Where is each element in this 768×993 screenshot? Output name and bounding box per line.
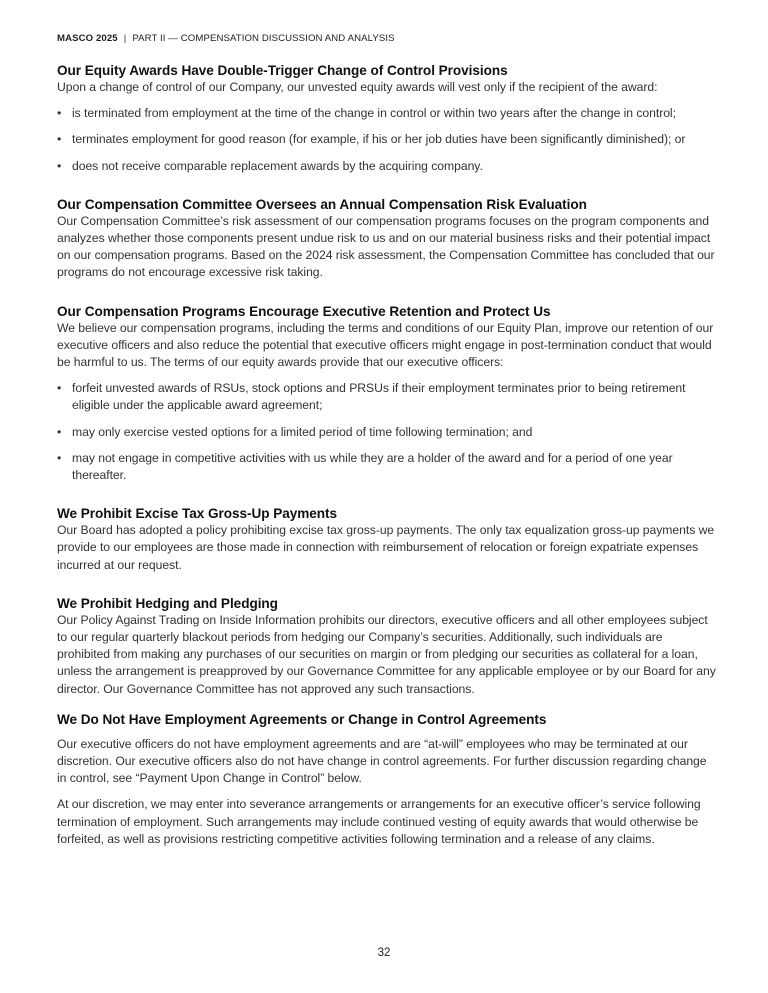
list-item: • may not engage in competitive activities with us while they are a holder of the award and for a period of one year thereafter. [57, 450, 673, 483]
section-body: Our Policy Against Trading on Inside Information prohibits our directors, executive officers and all other employees subject to our regular quarterly blackout periods from hedging our Company’s securities. Additionally, such individuals are prohibited from making any purchases of our securities on margin or from pledging our securities as collateral for a loan, unless the arrangement is preapproved by our Governance Committee for any applicable employee or by our Board for any director. Our Governance Committee has not approved any such transactions. [57, 612, 716, 696]
section-heading: Our Compensation Committee Oversees an Annual Compensation Risk Evaluation [57, 196, 587, 212]
section-heading: Our Compensation Programs Encourage Executive Retention and Protect Us [57, 303, 551, 319]
bullet-marker: • [57, 158, 62, 173]
list-item: • does not receive comparable replacement awards by the acquiring company. [57, 158, 717, 175]
running-header [57, 33, 717, 47]
section-body: Our Board has adopted a policy prohibiting excise tax gross-up payments. The only tax equalization gross-up payments we provide to our employees are those made in connection with reimbursement of relocation or foreign expatriate expenses incurred at our request. [57, 523, 715, 572]
bullet-list [57, 105, 717, 175]
section-retention [57, 303, 717, 485]
page-number: 32 [377, 947, 391, 959]
bullet-marker: • [57, 424, 62, 439]
list-item: • may only exercise vested options for a limited period of time following termination; and [57, 424, 717, 441]
section-excise-tax [57, 505, 717, 574]
document-page [57, 33, 717, 848]
bullet-marker: • [57, 132, 62, 147]
bullet-marker: • [57, 106, 62, 121]
section-double-trigger [57, 62, 717, 175]
section-body: Our Compensation Committee’s risk assessment of our compensation programs focuses on the program components and analyzes whether those components present undue risk to us and on our material business risks and their potential impact on our compensation programs. Based on the 2024 risk assessment, the Compensation Committee has concluded that our programs do not encourage excessive risk taking. [57, 213, 715, 280]
list-item: • is terminated from employment at the time of the change in control or within two years after the change in control; [57, 105, 717, 122]
section-heading: We Prohibit Excise Tax Gross-Up Payments [57, 506, 338, 522]
section-heading: We Prohibit Hedging and Pledging [57, 595, 278, 611]
section-intro: We believe our compensation programs, including the terms and conditions of our Equity Plan, improve our retention of our executive officers and also reduce the potential that executive officers might engage in post-termination conduct that would be harmful to us. The terms of our equity awards provide that our executive officers: [57, 320, 714, 370]
section-employment-agreements [57, 711, 717, 848]
bullet-list [57, 380, 717, 484]
section-body: Our executive officers do not have employment agreements and are “at-will” employees who may be terminated at our discretion. Our executive officers also do not have change in control agreements. For further discussion regarding change in control, see “Payment Upon Change in Control” below. [57, 736, 707, 786]
section-heading: We Do Not Have Employment Agreements or Change in Control Agreements [57, 711, 547, 727]
bullet-marker: • [57, 381, 62, 396]
section-heading: Our Equity Awards Have Double-Trigger Change of Control Provisions [57, 63, 508, 78]
section-intro: Upon a change of control of our Company, our unvested equity awards will vest only if the recipient of the award: [57, 80, 658, 94]
section-risk-evaluation [57, 196, 717, 282]
header-separator: | [123, 33, 127, 44]
section-hedging [57, 595, 717, 698]
list-item: • forfeit unvested awards of RSUs, stock options and PRSUs if their employment terminates prior to being retirement eligible under the applicable award agreement; [57, 381, 686, 413]
list-item: • terminates employment for good reason (for example, if his or her job duties have been significantly diminished); or [57, 131, 717, 148]
header-brand: MASCO 2025 [57, 33, 118, 44]
section-body: At our discretion, we may enter into severance arrangements or arrangements for an executive officer’s service following termination of employment. Such arrangements may include continued vesting of equity awards that would otherwise be forfeited, as well as provisions restricting competitive activities following termination and a release of any claims. [57, 797, 701, 846]
header-part-title: PART II — COMPENSATION DISCUSSION AND ANALYSIS [132, 33, 395, 44]
bullet-marker: • [57, 450, 62, 465]
